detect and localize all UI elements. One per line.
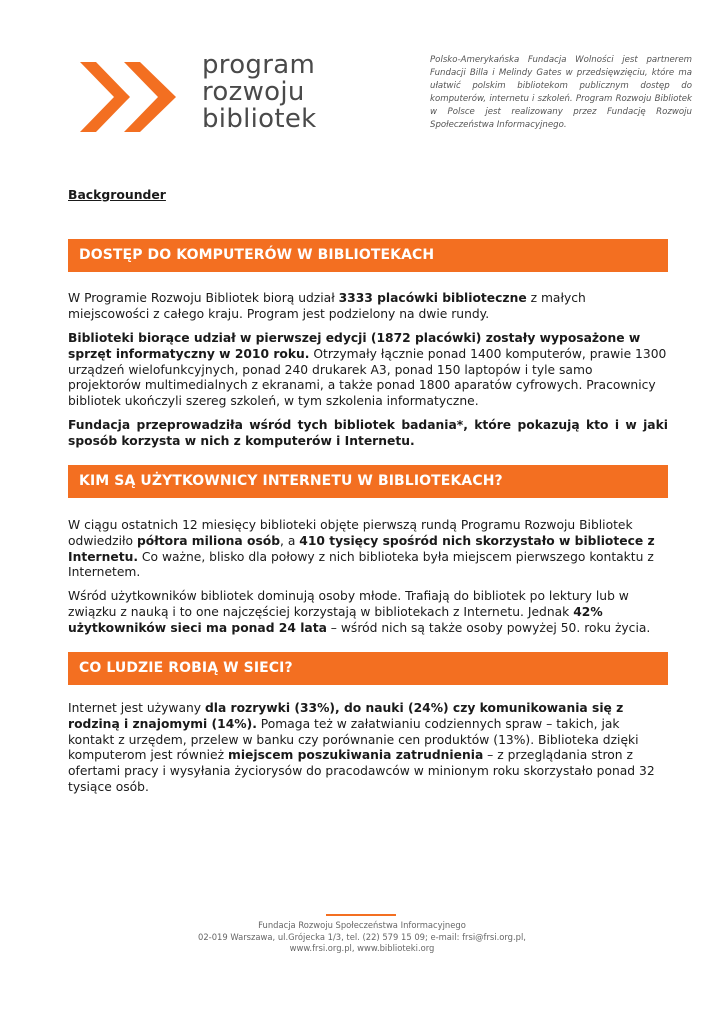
paragraph-demographics: [68, 589, 668, 636]
text: W Programie Rozwoju Bibliotek biorą udział: [68, 291, 339, 305]
footer-address: 02-019 Warszawa, ul.Grójecka 1/3, tel. (22) 579 15 09; e-mail: frsi@frsi.org.pl,: [198, 931, 526, 942]
bold-text: Fundacja przeprowadziła wśród tych bibliotek badania*, które pokazują kto i w jaki sposób korzysta w nich z komputerów i Internetu.: [68, 418, 668, 448]
text: Wśród użytkowników bibliotek dominują osoby młode. Trafiają do bibliotek po lektury lub w związku z nauką i to one najczęściej korzystają w bibliotekach z Internetu. Jednak: [68, 589, 629, 619]
footer-org: Fundacja Rozwoju Społeczeństwa Informacyjnego: [258, 920, 466, 930]
text: – wśród nich są także osoby powyżej 50. roku życia.: [326, 620, 651, 635]
section-heading-activities: CO LUDZIE ROBIĄ W SIECI?: [68, 652, 668, 685]
footer: [0, 920, 724, 955]
paragraph-usage: [68, 701, 668, 796]
paragraph-equipment: [68, 331, 668, 410]
text: , a: [280, 533, 300, 548]
logo-wordmark: [202, 52, 317, 133]
text: Co ważne, blisko dla połowy z nich biblioteka była miejscem pierwszego kontaktu z Internetem.: [68, 549, 654, 580]
bold-text: Biblioteki biorące udział w pierwszej edycji (1872 placówki) zostały wyposażone w sprzęt informatyczny w 2010 roku.: [68, 331, 641, 361]
logo-line-3: bibliotek: [202, 104, 317, 134]
bold-text: 410 tysięcy spośród nich skorzystało w bibliotece z Internetu.: [68, 533, 655, 564]
section-heading-users: KIM SĄ UŻYTKOWNICY INTERNETU W BIBLIOTEKACH?: [68, 465, 668, 498]
paragraph-visitors: [68, 518, 668, 581]
text: Otrzymały łącznie ponad 1400 komputerów, prawie 1300 urządzeń wielofunkcyjnych, ponad 240 drukarek A3, ponad 150 laptopów i tyle samo projektorów multimedialnych z ekranami, a także ponad 1800 aparatów cyfrowych. Pracownicy bibliotek ukończyli szereg szkoleń, w tym szkolenia informatyczne.: [68, 346, 667, 409]
text: z małych miejscowości z całego kraju. Program jest podzielony na dwie rundy.: [68, 291, 586, 321]
bold-text: miejscem poszukiwania zatrudnienia: [228, 748, 484, 763]
footer-divider: [326, 914, 396, 916]
bold-text: 3333 placówki biblioteczne: [338, 291, 527, 305]
text: – z przeglądania stron z ofertami pracy i wysyłania życiorysów do pracodawców w minionym roku skorzystało ponad 32 tysiące osób.: [68, 748, 655, 794]
bold-text: dla rozrywki (33%), do nauki (24%) czy komunikowania się z rodziną i znajomymi (14%).: [68, 701, 624, 731]
section-heading-access: DOSTĘP DO KOMPUTERÓW W BIBLIOTEKACH: [68, 239, 668, 272]
program-logo: [80, 52, 330, 142]
double-chevron-right-icon: [80, 62, 182, 132]
bold-text: 42% użytkowników sieci ma ponad 24 lata: [68, 604, 603, 635]
logo-line-2: rozwoju: [202, 77, 305, 107]
paragraph-participation: [68, 291, 668, 323]
bold-text: półtora miliona osób: [136, 533, 281, 548]
paragraph-research: [68, 418, 668, 450]
text: W ciągu ostatnich 12 miesięcy biblioteki objęte pierwszą rundą Programu Rozwoju Bibliotek odwiedziło: [68, 518, 633, 548]
partner-note: Polsko-Amerykańska Fundacja Wolności jest partnerem Fundacji Billa i Melindy Gates w przedsięwzięciu, które ma ułatwić polskim bibliotekom publicznym dostęp do komputerów, internetu i szkoleń. Program Rozwoju Bibliotek w Polsce jest realizowany przez Fundację Rozwoju Społeczeństwa Informacyjnego.: [430, 55, 692, 130]
text: Pomaga też w załatwianiu codziennych spraw – takich, jak kontakt z urzędem, przelew w banku czy porównanie cen produktów (13%). Biblioteka dzięki komputerom jest również: [68, 716, 639, 763]
logo-line-1: program: [202, 50, 316, 80]
document-label: Backgrounder: [68, 187, 166, 202]
text: Internet jest używany: [68, 701, 205, 715]
footer-websites: www.frsi.org.pl, www.biblioteki.org: [289, 943, 435, 953]
